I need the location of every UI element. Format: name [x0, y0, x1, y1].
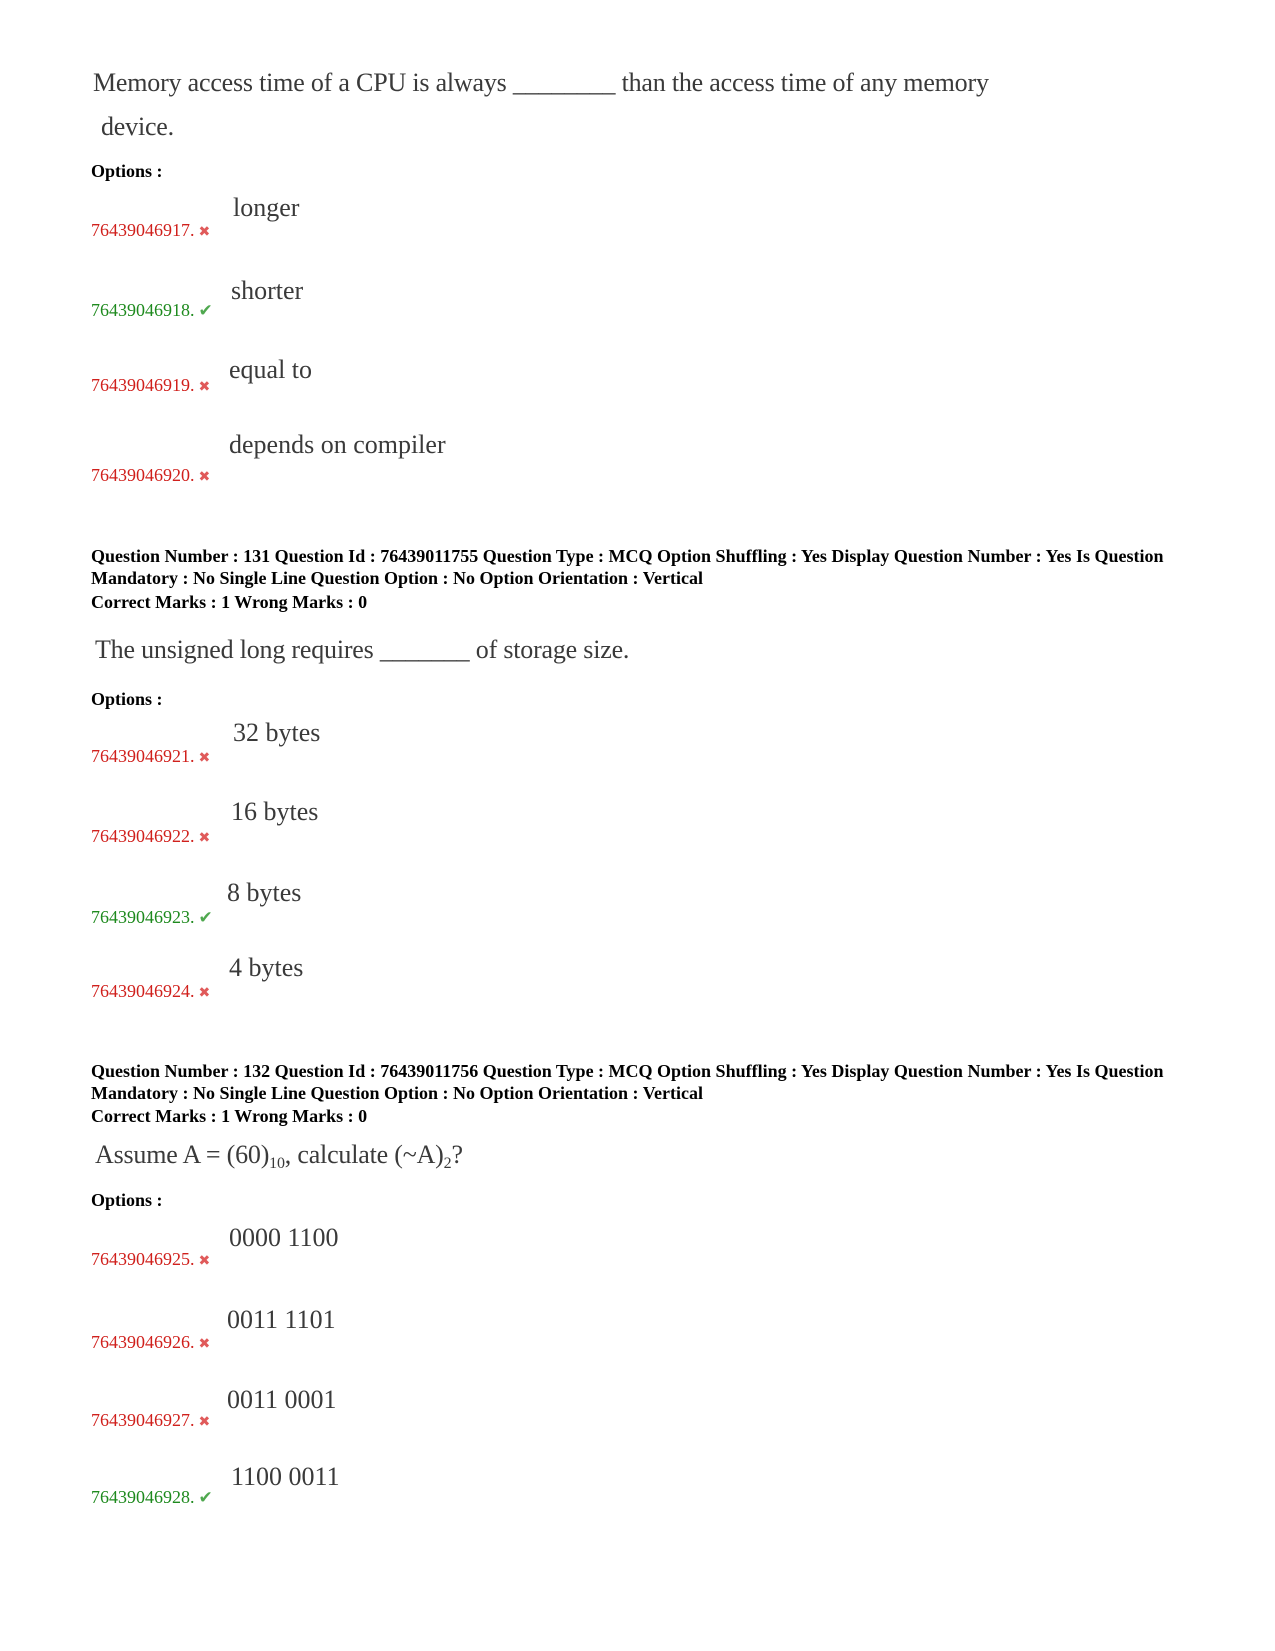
option-id-row: [91, 1332, 215, 1353]
option-id: 76439046917.: [91, 220, 195, 240]
wrong-cross-icon: ✖: [198, 470, 211, 485]
question-130-text-line2: device.: [101, 112, 174, 141]
option-id-row: [91, 465, 215, 486]
option-text: shorter: [231, 276, 304, 305]
option-id: 76439046920.: [91, 465, 195, 485]
option-text: equal to: [229, 355, 313, 384]
option-id: 76439046923.: [91, 907, 195, 927]
option-id-row: [91, 826, 215, 847]
option-id-row: [91, 1410, 215, 1431]
option-text: 16 bytes: [231, 797, 319, 826]
option-id: 76439046922.: [91, 826, 195, 846]
option-text: 8 bytes: [227, 878, 302, 907]
option-id: 76439046921.: [91, 746, 195, 766]
option-text: depends on compiler: [229, 430, 446, 459]
question-131-text: The unsigned long requires _______ of storage size.: [95, 635, 630, 664]
option-text: 0011 1101: [227, 1305, 336, 1334]
option-id-row: [91, 300, 215, 321]
question-132-marks: Correct Marks : 1 Wrong Marks : 0: [91, 1106, 368, 1126]
question-132-meta: Question Number : 132 Question Id : 76439011756 Question Type : MCQ Option Shuffling : Yes Display Question Number : Yes Is Question Mandatory : No Single Line Question Option : No Option Orientation : Vertical: [91, 1061, 1164, 1103]
option-id: 76439046928.: [91, 1487, 195, 1507]
option-id: 76439046926.: [91, 1332, 195, 1352]
option-id-row: [91, 907, 215, 928]
wrong-cross-icon: ✖: [198, 751, 211, 766]
wrong-cross-icon: ✖: [198, 1254, 211, 1269]
wrong-cross-icon: ✖: [198, 1415, 211, 1430]
options-label: Options :: [91, 689, 163, 709]
option-id: 76439046919.: [91, 375, 195, 395]
option-id-row: [91, 1487, 215, 1508]
option-id: 76439046925.: [91, 1249, 195, 1269]
wrong-cross-icon: ✖: [198, 831, 211, 846]
wrong-cross-icon: ✖: [198, 986, 211, 1001]
question-132-text-part: , calculate (~A): [284, 1140, 444, 1169]
option-id-row: [91, 981, 215, 1002]
correct-check-icon: ✔: [198, 1488, 213, 1507]
question-132-text-part: Assume A = (60): [95, 1140, 270, 1169]
option-id-row: [91, 375, 215, 396]
question-131-meta: Question Number : 131 Question Id : 76439011755 Question Type : MCQ Option Shuffling : Yes Display Question Number : Yes Is Question Mandatory : No Single Line Question Option : No Option Orientation : Vertical: [91, 546, 1164, 588]
wrong-cross-icon: ✖: [198, 225, 211, 240]
option-id: 76439046924.: [91, 981, 195, 1001]
question-130-text-line1: Memory access time of a CPU is always ________ than the access time of any memory: [93, 68, 989, 97]
subscript: 10: [269, 1155, 285, 1172]
wrong-cross-icon: ✖: [198, 380, 211, 395]
wrong-cross-icon: ✖: [198, 1337, 211, 1352]
option-text: 32 bytes: [233, 718, 321, 747]
option-id-row: [91, 1249, 215, 1270]
question-132-text-part: ?: [451, 1140, 463, 1169]
option-text: 4 bytes: [229, 953, 304, 982]
option-id: 76439046918.: [91, 300, 195, 320]
correct-check-icon: ✔: [198, 908, 213, 927]
option-text: 1100 0011: [231, 1462, 340, 1491]
question-132-text: [95, 1140, 463, 1173]
option-id-row: [91, 220, 215, 241]
options-label: Options :: [91, 161, 163, 181]
options-label: Options :: [91, 1190, 163, 1210]
question-131-marks: Correct Marks : 1 Wrong Marks : 0: [91, 592, 368, 612]
option-text: 0011 0001: [227, 1385, 337, 1414]
option-text: longer: [233, 193, 300, 222]
option-id-row: [91, 746, 215, 767]
correct-check-icon: ✔: [198, 301, 213, 320]
option-text: 0000 1100: [229, 1223, 339, 1252]
subscript: 2: [443, 1155, 452, 1172]
option-id: 76439046927.: [91, 1410, 195, 1430]
